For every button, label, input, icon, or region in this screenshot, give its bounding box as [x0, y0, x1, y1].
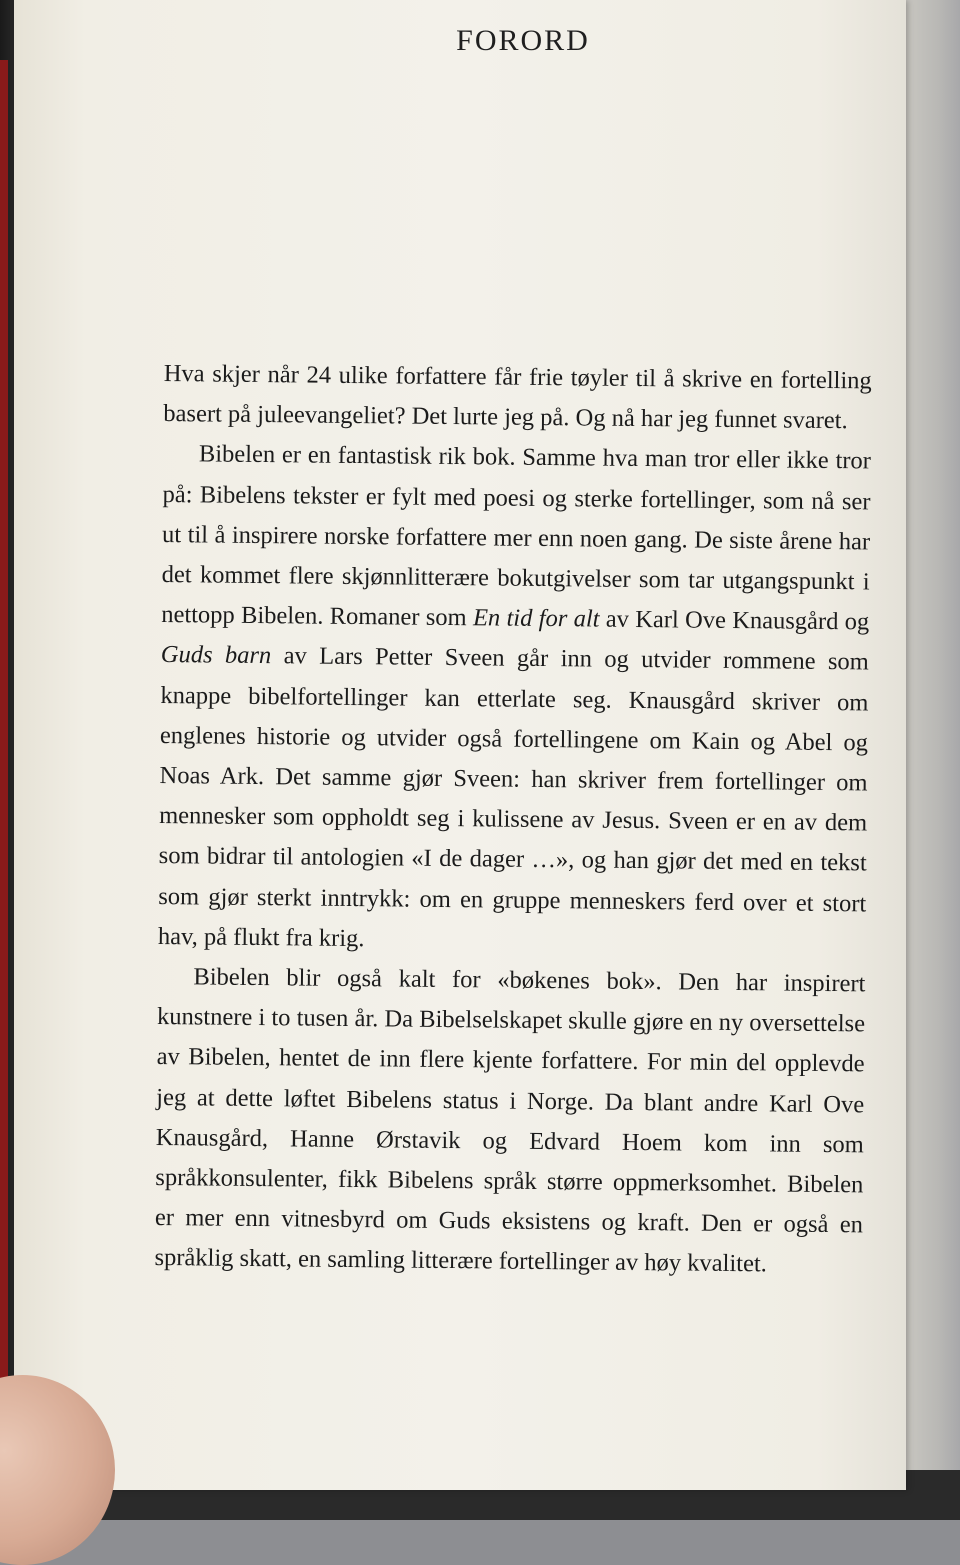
- paragraph-2-part3: av Lars Petter Sveen går inn og utvider rommene som knappe bibelfortellinger kan etterlate seg. Knausgård skriver om englenes historie og utvider også fortellingene om Kain og Abel og Noas Ark. Det samme gjør Sveen: han skriver frem fortellinger om mennesker som oppholdt seg i kulissene av Jesus. Sveen er en av dem som bidrar til antologien «I de dager …», og han gjør det med en tekst som gjør sterkt inntrykk: om en gruppe menneskers ferd over et stort hav, på flukt fra krig.: [157, 642, 869, 952]
- body-text: [154, 354, 872, 1286]
- paragraph-2-part1: Romaner som: [329, 602, 474, 632]
- book-cover-red-band: [0, 60, 8, 1440]
- book-title-en-tid-for-alt: En tid for alt: [472, 604, 600, 633]
- book-page: [14, 0, 906, 1490]
- page-title: FORORD: [456, 24, 590, 57]
- paragraph-2-text: Bibelen er en fantastisk rik bok. Samme hva man tror eller ikke tror på: Bibelens tekster er fylt med poesi og sterke fortellinger, som nå ser ut til å inspirere norske forfattere mer enn noen gang. De siste årene har det kommet flere skjønnlitterære bokutgivelser som tar utgangspunkt i nettopp Bibelen.: [161, 440, 872, 630]
- book-title-guds-barn: Guds barn: [160, 641, 272, 670]
- paragraph-3: Bibelen blir også kalt for «bøkenes bok». Den har inspirert kunstnere i to tusen år. Da Bibelselskapet skulle gjøre en ny oversettelse av Bibelen, hentet de inn flere kjente forfattere. For min del opplevde jeg at dette løftet Bibelens status i Norge. Da blant andre Karl Ove Knausgård, Hanne Ørstavik og Edvard Hoem kom inn som språkkonsulenter, fikk Bibelens språk større oppmerksomhet. Bibelen er mer enn vitnesbyrd om Guds eksistens og kraft. Den er også en språklig skatt, en samling litterære fortellinger av høy kvalitet.: [154, 963, 866, 1278]
- paragraph-2-part2: av Karl Ove Knausgård og: [599, 605, 870, 636]
- paragraph-1: Hva skjer når 24 ulike forfattere får frie tøyler til å skrive en fortelling basert på juleevangeliet? Det lurte jeg på. Og nå har jeg funnet svaret.: [163, 359, 872, 435]
- book-cover-right-edge: [905, 0, 960, 1520]
- paragraph-2: [158, 434, 871, 964]
